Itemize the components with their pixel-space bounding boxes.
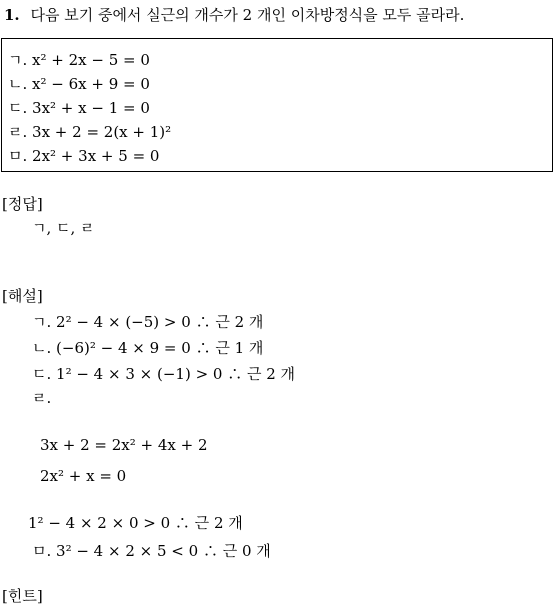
question-line — [4, 6, 464, 24]
solution-line: ㄱ. 2² − 4 × (−5) > 0 ∴ 근 2 개 — [32, 313, 264, 331]
solution-line: ㅁ. 3² − 4 × 2 × 5 < 0 ∴ 근 0 개 — [32, 542, 271, 560]
option-item: ㅁ. 2x² + 3x + 5 = 0 — [8, 147, 160, 165]
option-item: ㄹ. 3x + 2 = 2(x + 1)² — [8, 123, 172, 141]
solution-line: ㄷ. 1² − 4 × 3 × (−1) > 0 ∴ 근 2 개 — [32, 365, 296, 383]
solution-line: 1² − 4 × 2 × 0 > 0 ∴ 근 2 개 — [28, 514, 243, 532]
option-item: ㄷ. 3x² + x − 1 = 0 — [8, 99, 150, 117]
hint-heading: [힌트] — [2, 587, 43, 605]
equation: 2x² + x = 0 — [40, 467, 127, 485]
equation: 3x + 2 = 2x² + 4x + 2 — [40, 436, 208, 454]
answer-heading: [정답] — [2, 195, 43, 213]
solution-line: ㄴ. (−6)² − 4 × 9 = 0 ∴ 근 1 개 — [32, 339, 264, 357]
solution-heading: [해설] — [2, 287, 43, 305]
question-text: 다음 보기 중에서 실근의 개수가 2 개인 이차방정식을 모두 골라라. — [30, 6, 465, 24]
solution-line: ㄹ. — [32, 389, 52, 407]
option-item: ㄴ. x² − 6x + 9 = 0 — [8, 75, 150, 93]
problem-number: 1. — [4, 6, 20, 24]
option-item: ㄱ. x² + 2x − 5 = 0 — [8, 51, 150, 69]
answer-text: ㄱ, ㄷ, ㄹ — [32, 219, 95, 237]
